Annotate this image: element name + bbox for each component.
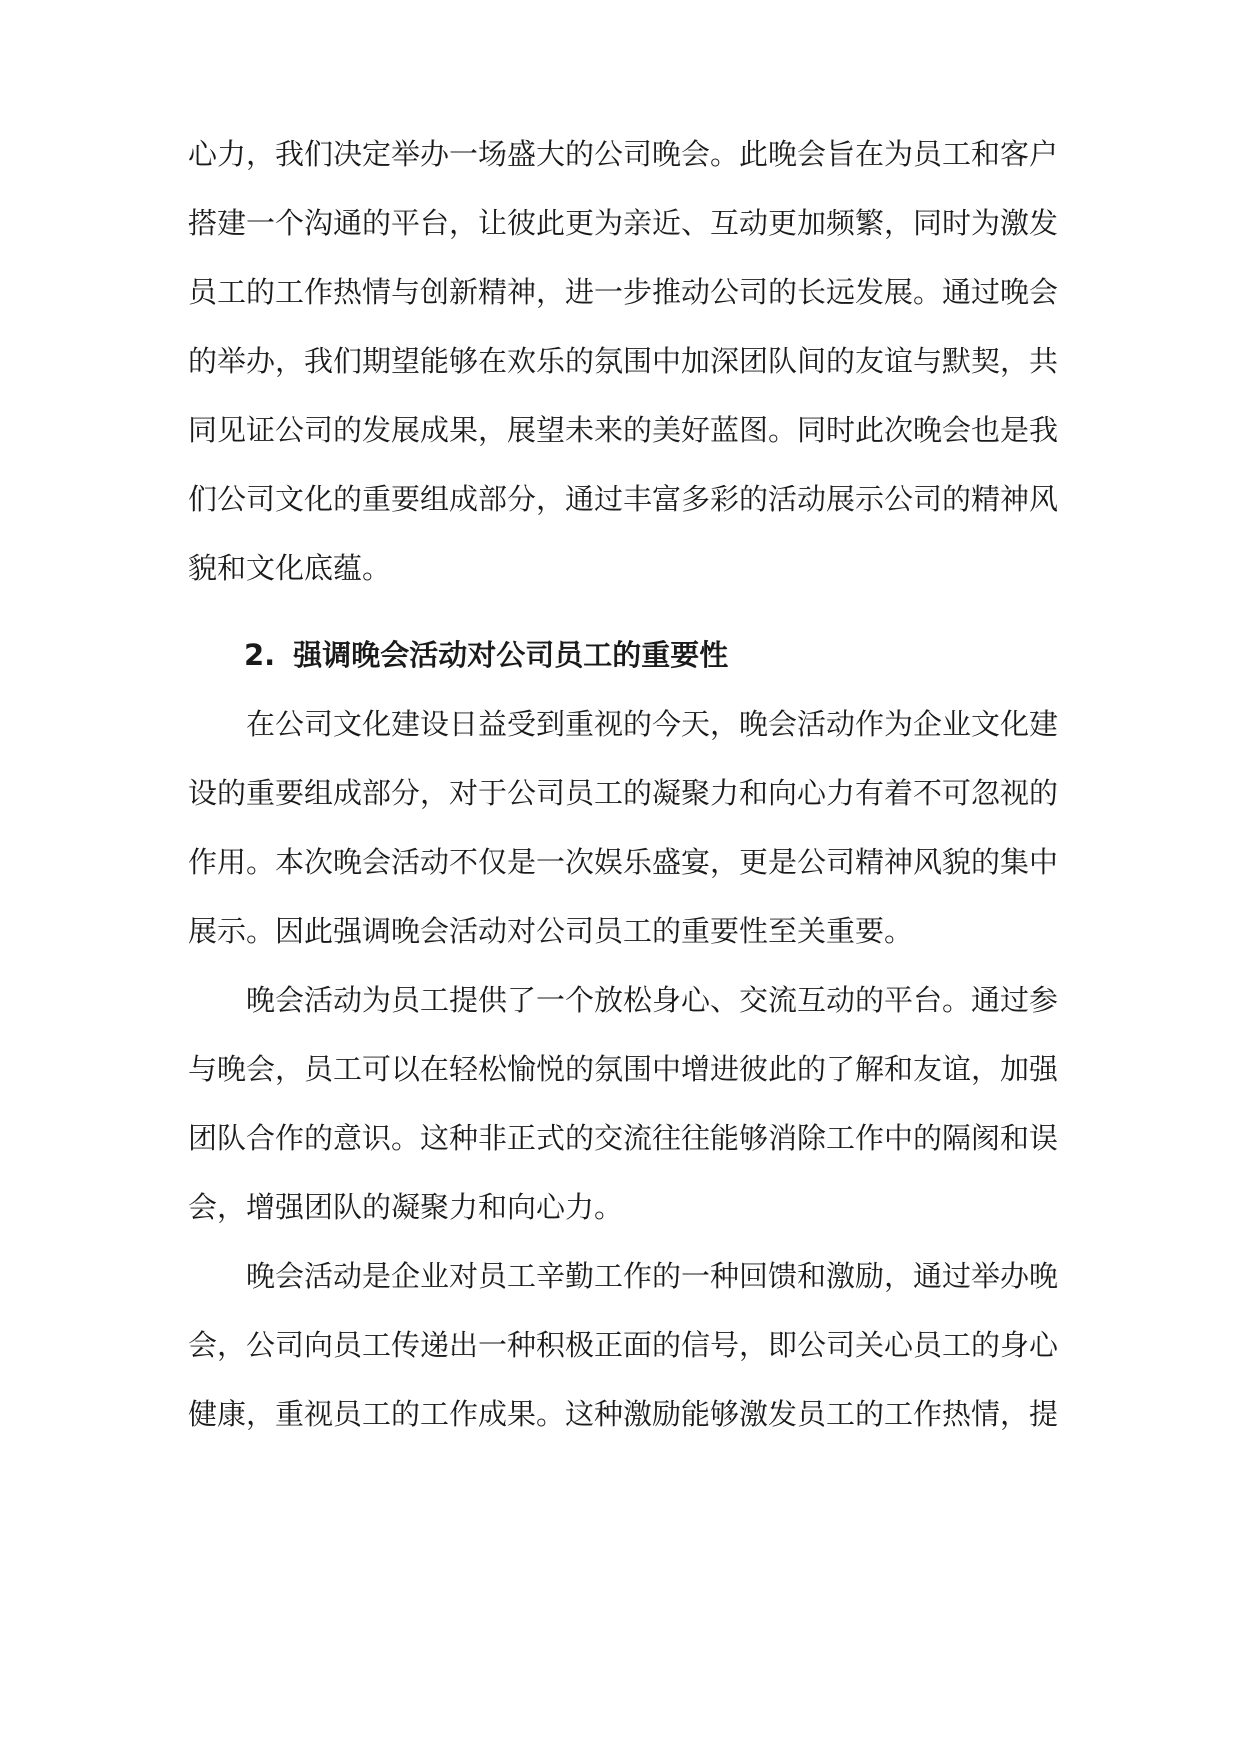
text-line: 团队合作的意识。这种非正式的交流往往能够消除工作中的隔阂和误 (188, 1121, 1059, 1155)
section-number: 2. (244, 638, 276, 672)
text-line: 晚会活动是企业对员工辛勤工作的一种回馈和激励，通过举办晚 (246, 1259, 1059, 1293)
text-line: 的举办，我们期望能够在欢乐的氛围中加深团队间的友谊与默契，共 (188, 344, 1059, 378)
text-line: 设的重要组成部分，对于公司员工的凝聚力和向心力有着不可忽视的 (188, 776, 1059, 810)
text-line: 心力，我们决定举办一场盛大的公司晚会。此晚会旨在为员工和客户 (188, 137, 1059, 171)
text-line: 健康，重视员工的工作成果。这种激励能够激发员工的工作热情，提 (188, 1397, 1059, 1431)
text-line: 与晚会，员工可以在轻松愉悦的氛围中增进彼此的了解和友谊，加强 (188, 1052, 1059, 1086)
text-line: 员工的工作热情与创新精神，进一步推动公司的长远发展。通过晚会 (188, 275, 1059, 309)
text-line: 展示。因此强调晚会活动对公司员工的重要性至关重要。 (188, 914, 914, 948)
section-title: 强调晚会活动对公司员工的重要性 (293, 638, 729, 672)
text-line: 在公司文化建设日益受到重视的今天，晚会活动作为企业文化建 (246, 707, 1059, 741)
text-line: 会，公司向员工传递出一种积极正面的信号，即公司关心员工的身心 (188, 1328, 1059, 1362)
text-line: 貌和文化底蕴。 (188, 551, 392, 585)
text-line: 作用。本次晚会活动不仅是一次娱乐盛宴，更是公司精神风貌的集中 (188, 845, 1059, 879)
text-line: 同见证公司的发展成果，展望未来的美好蓝图。同时此次晚会也是我 (188, 413, 1059, 447)
text-line: 们公司文化的重要组成部分，通过丰富多彩的活动展示公司的精神风 (188, 482, 1059, 516)
text-line: 会，增强团队的凝聚力和向心力。 (188, 1190, 624, 1224)
text-line: 搭建一个沟通的平台，让彼此更为亲近、互动更加频繁，同时为激发 (188, 206, 1059, 240)
text-line: 晚会活动为员工提供了一个放松身心、交流互动的平台。通过参 (246, 983, 1059, 1017)
section-heading (244, 635, 728, 675)
